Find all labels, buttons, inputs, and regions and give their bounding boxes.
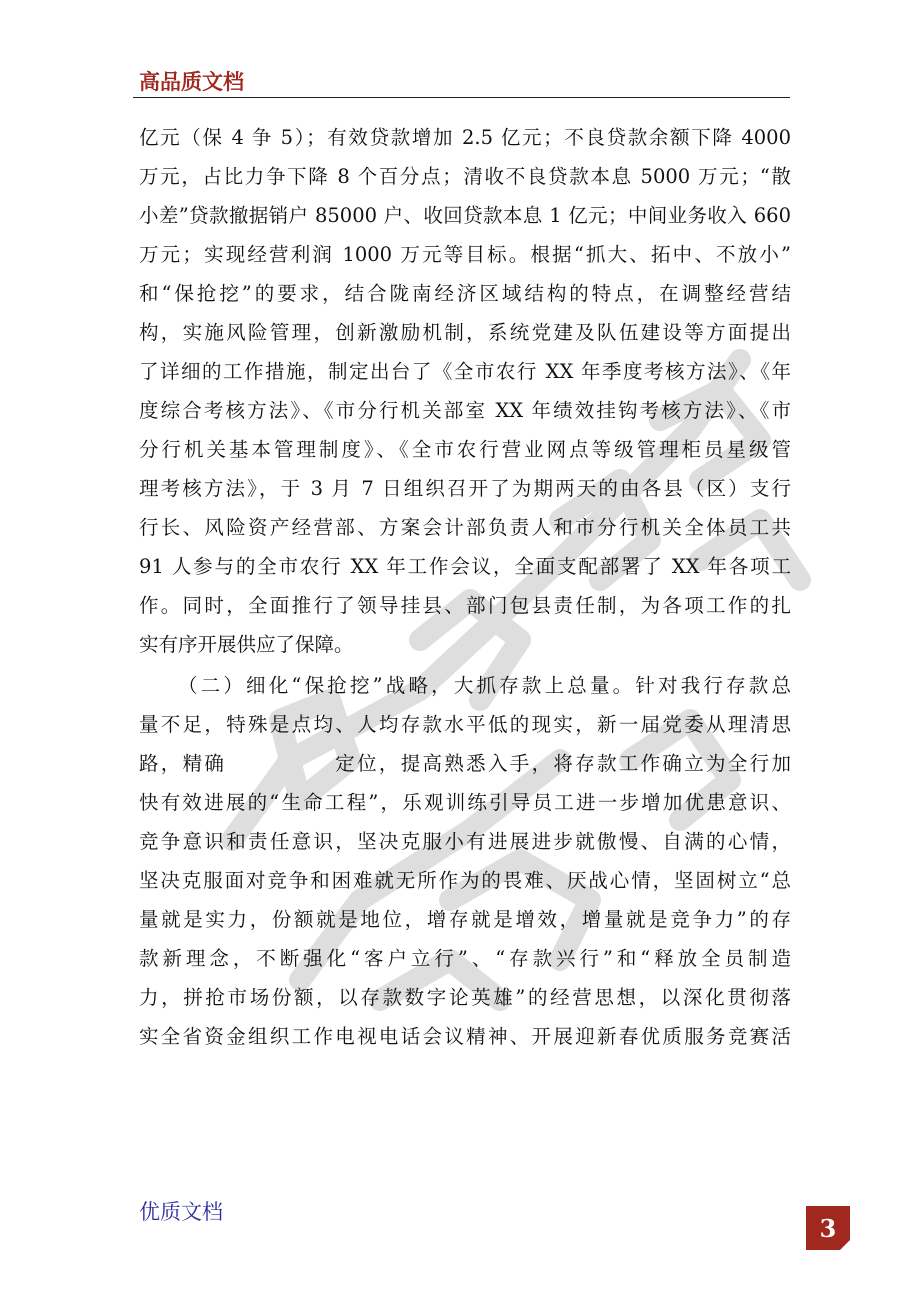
- body-line: 了详细的工作措施，制定出台了《全市农行 XX 年季度考核方法》、《年: [139, 360, 791, 383]
- header-divider: [133, 97, 790, 98]
- document-footer-title: 优质文档: [139, 1200, 223, 1224]
- document-header-title: 高品质文档: [139, 70, 244, 94]
- body-line: 万元；实现经营利润 1000 万元等目标。根据“抓大、拓中、不放小”: [139, 243, 791, 266]
- body-line: 行长、风险资产经营部、方案会计部负责人和市分行机关全体员工共: [139, 516, 791, 539]
- body-line: 路，精确 定位，提高熟悉入手，将存款工作确立为全行加: [139, 752, 791, 775]
- page-number: 3: [819, 1213, 837, 1243]
- body-line: 实有序开展供应了保障。: [139, 633, 354, 656]
- body-line: 91 人参与的全市农行 XX 年工作会议，全面支配部署了 XX 年各项工: [139, 555, 791, 578]
- body-line: 力，拼抢市场份额，以存款数字论英雄”的经营思想，以深化贯彻落: [139, 986, 791, 1009]
- body-line: 实全省资金组织工作电视电话会议精神、开展迎新春优质服务竞赛活: [139, 1025, 791, 1048]
- body-line: 量就是实力，份额就是地位，增存就是增效，增量就是竞争力”的存: [139, 908, 791, 931]
- body-line: 快有效进展的“生命工程”，乐观训练引导员工进一步增加优患意识、: [139, 791, 791, 814]
- body-line: 度综合考核方法》、《市分行机关部室 XX 年绩效挂钩考核方法》、《市: [139, 399, 791, 422]
- body-line: 小差”贷款撤据销户 85000 户、收回贷款本息 1 亿元；中间业务收入 660: [139, 204, 791, 227]
- body-line: 作。同时，全面推行了领导挂县、部门包县责任制，为各项工作的扎: [139, 594, 791, 617]
- body-line: 理考核方法》，于 3 月 7 日组织召开了为期两天的由各县（区）支行: [139, 477, 791, 500]
- body-line: 款新理念，不断强化“客户立行”、“存款兴行”和“释放全员制造: [139, 947, 791, 970]
- body-line: 分行机关基本管理制度》、《全市农行营业网点等级管理柜员星级管: [139, 438, 791, 461]
- body-line: 竞争意识和责任意识，坚决克服小有进展进步就傲慢、自满的心情，: [139, 830, 791, 853]
- body-line: 亿元（保 4 争 5）；有效贷款增加 2.5 亿元；不良贷款余额下降 4000: [139, 126, 791, 149]
- body-line: 坚决克服面对竞争和困难就无所作为的畏难、厌战心情，坚固树立“总: [139, 869, 791, 892]
- page-number-badge: [806, 1206, 850, 1250]
- body-line: （二）细化“保抢挖”战略，大抓存款上总量。针对我行存款总: [178, 674, 791, 697]
- body-line: 万元，占比力争下降 8 个百分点；清收不良贷款本息 5000 万元；“散: [139, 165, 791, 188]
- document-body: [139, 118, 791, 1056]
- body-line: 和“保抢挖”的要求，结合陇南经济区域结构的特点，在调整经营结: [139, 282, 791, 305]
- body-line: 量不足，特殊是点均、人均存款水平低的现实，新一届党委从理清思: [139, 713, 791, 736]
- body-line: 构，实施风险管理，创新激励机制，系统党建及队伍建设等方面提出: [139, 321, 791, 344]
